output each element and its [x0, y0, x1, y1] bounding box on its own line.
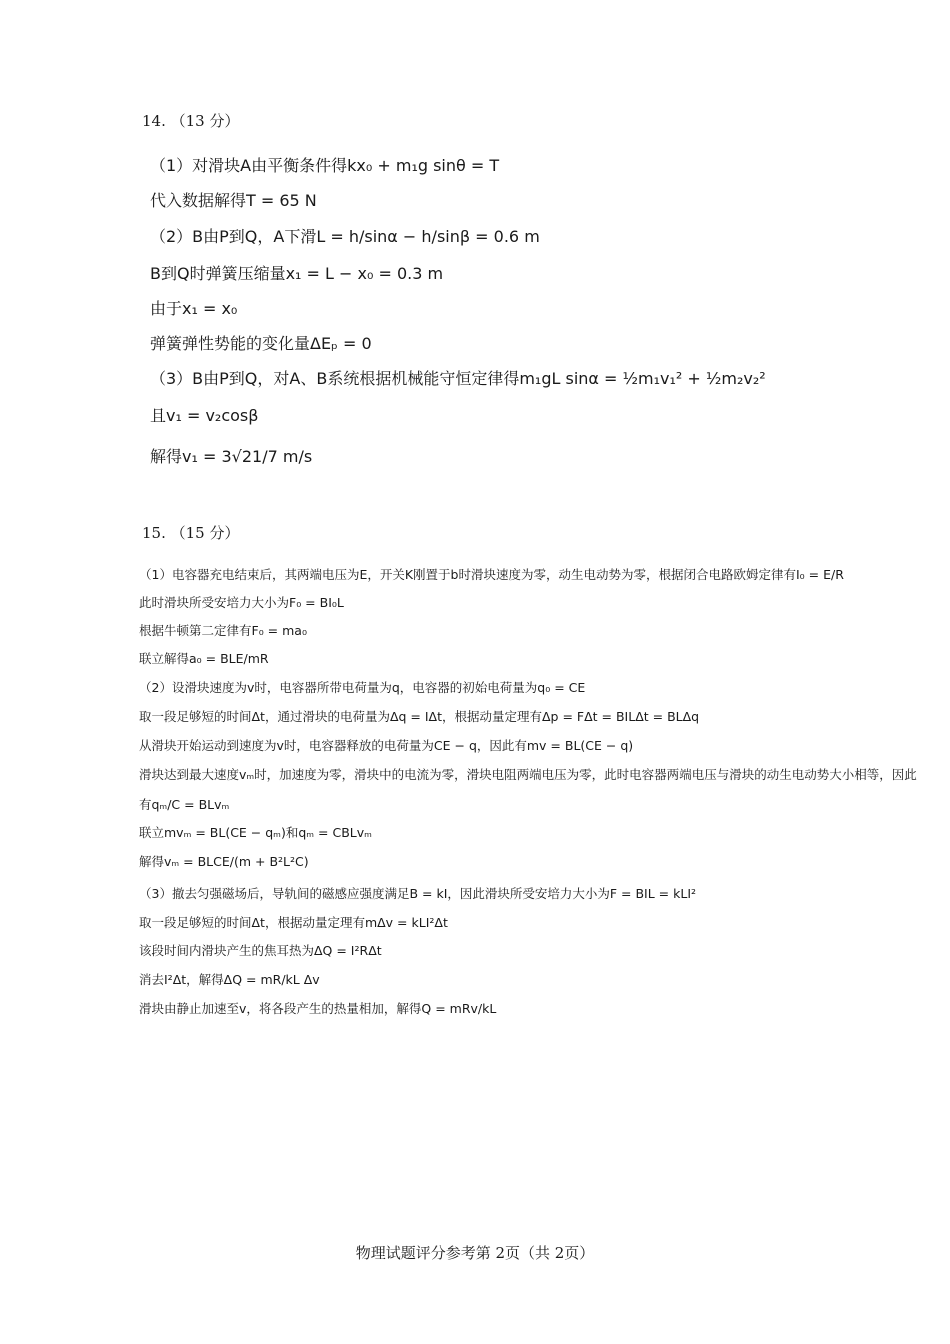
q15-line-2: 此时滑块所受安培力大小为F₀ = BI₀L [139, 595, 344, 610]
q14-line-1: （1）对滑块A由平衡条件得kx₀ + m₁g sinθ = T [150, 156, 500, 175]
q15-line-15: 消去I²Δt，解得ΔQ = mR/kL Δv [139, 972, 320, 987]
q14-line-5: 由于x₁ = x₀ [150, 299, 238, 318]
q15-line-4: 联立解得a₀ = BLE/mR [139, 651, 269, 666]
q15-line-5: （2）设滑块速度为v时，电容器所带电荷量为q，电容器的初始电荷量为q₀ = CE [139, 680, 586, 695]
page-footer: 物理试题评分参考第 2页（共 2页） [355, 1244, 595, 1262]
q14-line-4: B到Q时弹簧压缩量x₁ = L − x₀ = 0.3 m [150, 264, 444, 283]
q15-header: 15. （15 分） [142, 524, 240, 542]
q14-line-2: 代入数据解得T = 65 N [150, 191, 317, 210]
q15-line-8: 滑块达到最大速度vₘ时，加速度为零，滑块中的电流为零，滑块电阻两端电压为零，此时电容器两端电压与滑块的动生电动势大小相等，因此 [139, 767, 917, 782]
q15-line-1: （1）电容器充电结束后，其两端电压为E，开关K刚置于b时滑块速度为零，动生电动势为零，根据闭合电路欧姆定律有I₀ = E/R [139, 567, 844, 582]
q15-line-9: 有qₘ/C = BLvₘ [139, 797, 230, 812]
q15-line-6: 取一段足够短的时间Δt，通过滑块的电荷量为Δq = IΔt，根据动量定理有Δp = FΔt = BILΔt = BLΔq [139, 709, 700, 724]
q15-line-13: 取一段足够短的时间Δt，根据动量定理有mΔv = kLI²Δt [139, 915, 448, 930]
q14-line-8: 且v₁ = v₂cosβ [150, 406, 259, 425]
q15-line-11: 解得vₘ = BLCE/(m + B²L²C) [139, 854, 309, 869]
q14-line-9: 解得v₁ = 3√21/7 m/s [150, 447, 313, 466]
q14-line-6: 弹簧弹性势能的变化量ΔEₚ = 0 [150, 334, 372, 353]
q15-line-7: 从滑块开始运动到速度为v时，电容器释放的电荷量为CE − q，因此有mv = BL(CE − q) [139, 738, 634, 753]
q15-line-12: （3）撤去匀强磁场后，导轨间的磁感应强度满足B = kI，因此滑块所受安培力大小为F = BIL = kLI² [139, 886, 697, 901]
q14-line-7: （3）B由P到Q，对A、B系统根据机械能守恒定律得m₁gL sinα = ½m₁v₁² + ½m₂v₂² [150, 369, 766, 388]
q14-line-3: （2）B由P到Q，A下滑L = h/sinα − h/sinβ = 0.6 m [150, 227, 540, 246]
q14-header: 14. （13 分） [142, 112, 240, 130]
q15-line-10: 联立mvₘ = BL(CE − qₘ)和qₘ = CBLvₘ [139, 825, 372, 840]
q15-line-3: 根据牛顿第二定律有F₀ = ma₀ [139, 623, 307, 638]
q15-line-16: 滑块由静止加速至v，将各段产生的热量相加，解得Q = mRv/kL [139, 1001, 497, 1016]
q15-line-14: 该段时间内滑块产生的焦耳热为ΔQ = I²RΔt [139, 943, 382, 958]
